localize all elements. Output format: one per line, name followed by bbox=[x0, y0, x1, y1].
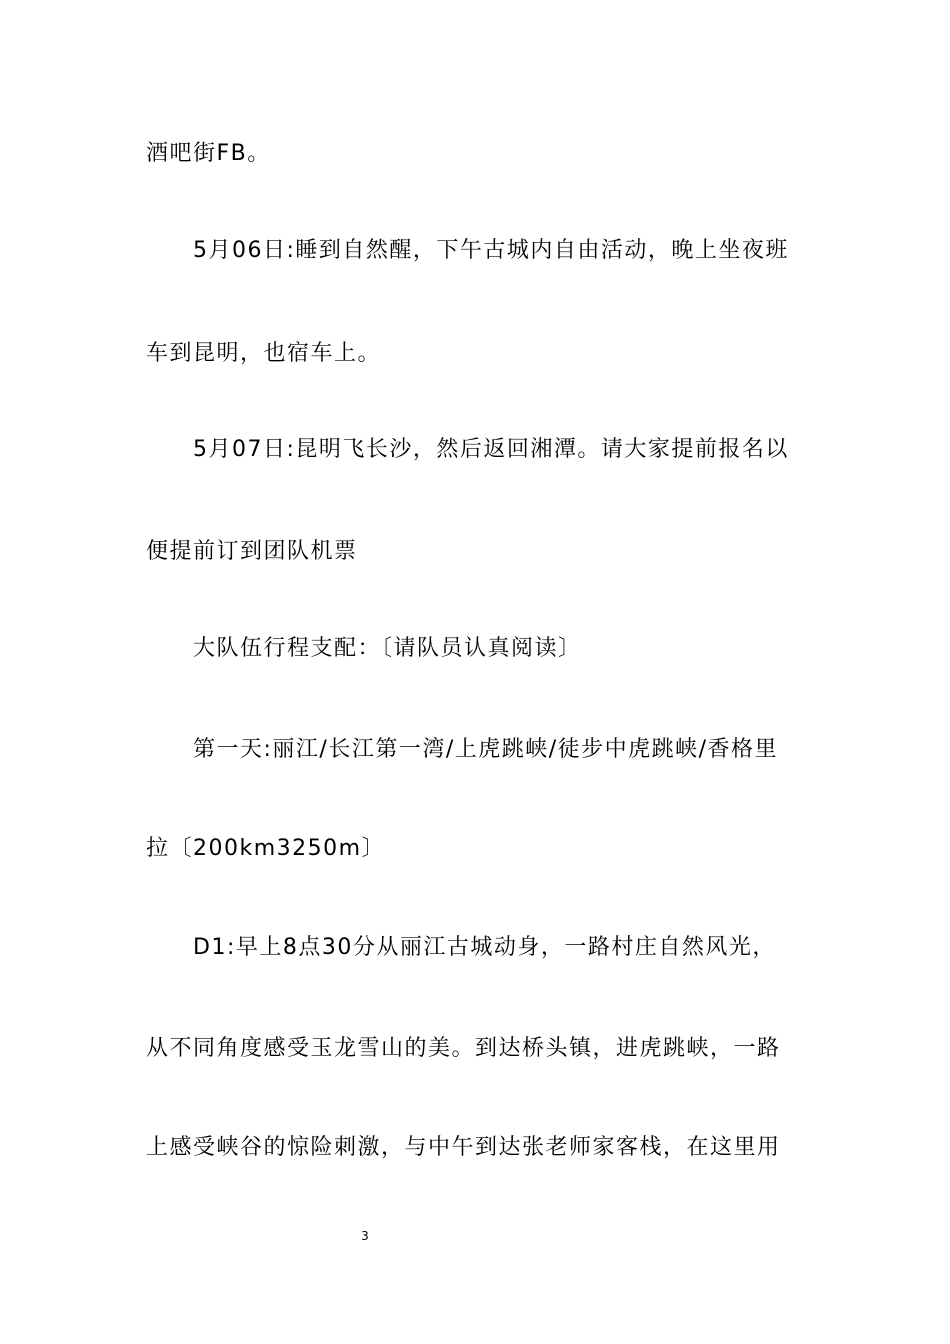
text-line-1: 酒吧街FB。 bbox=[146, 141, 271, 166]
text-line-11: 上感受峡谷的惊险刺激，与中午到达张老师家客栈，在这里用 bbox=[146, 1135, 781, 1160]
text-line-2: 5月06日:睡到自然醒，下午古城内自由活动，晚上坐夜班 bbox=[193, 238, 789, 263]
text-line-4: 5月07日:昆明飞长沙，然后返回湘潭。请大家提前报名以 bbox=[193, 437, 789, 462]
text-line-5: 便提前订到团队机票 bbox=[146, 539, 358, 564]
text-line-9: D1:早上8点30分从丽江古城动身，一路村庄自然风光， bbox=[193, 935, 776, 960]
text-line-3: 车到昆明，也宿车上。 bbox=[146, 341, 382, 366]
page-number: 3 bbox=[361, 1229, 369, 1243]
text-line-8: 拉〔200km3250m〕 bbox=[146, 836, 386, 861]
text-line-6: 大队伍行程支配：〔请队员认真阅读〕 bbox=[193, 636, 582, 661]
text-line-7: 第一天:丽江/长江第一湾/上虎跳峡/徒步中虎跳峡/香格里 bbox=[193, 737, 779, 762]
text-line-10: 从不同角度感受玉龙雪山的美。到达桥头镇，进虎跳峡，一路 bbox=[146, 1036, 781, 1061]
